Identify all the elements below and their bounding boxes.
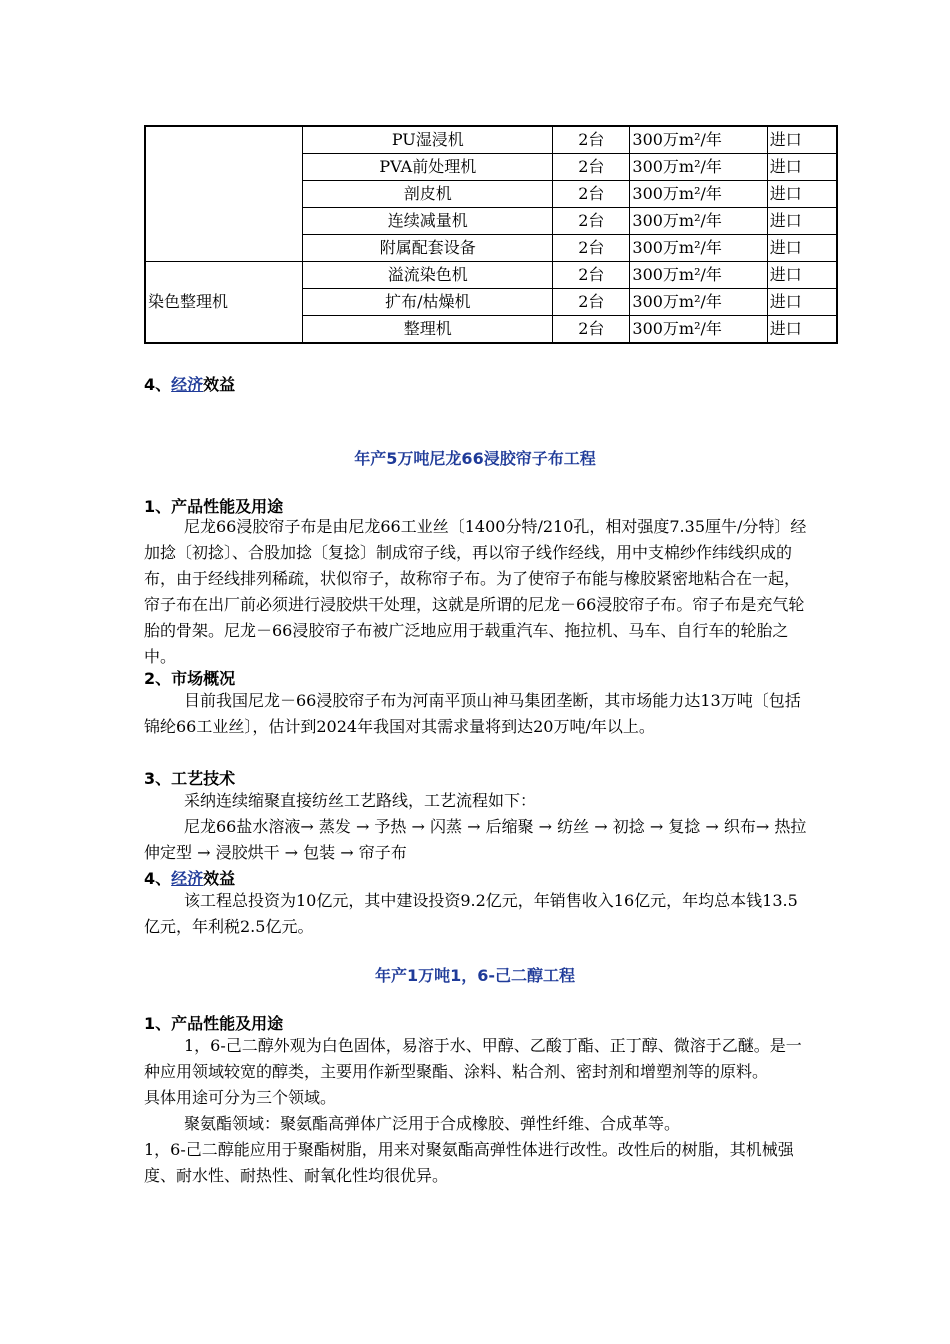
economic-benefit-heading-prev (144, 372, 235, 395)
origin-cell: 进口 (767, 208, 837, 235)
project1-title: 年产5万吨尼龙66浸胶帘子布工程 (354, 449, 596, 468)
equipment-name-cell: 连续减量机 (303, 208, 553, 235)
capacity-cell: 300万m²/年 (630, 154, 767, 181)
paragraph-text: 尼龙66浸胶帘子布是由尼龙66工业丝〔1400分特/210孔，相对强度7.35厘牛/分特〕经加捻〔初捻〕、合股加捻〔复捻〕制成帘子线，再以帘子线作经线，用中支棉纱作纬线织成的布，由于经线排列稀疏，状似帘子，故称帘子布。为了使帘子布能与橡胶紧密地粘合在一起，帘子布在出厂前必须进行浸胶烘干处理，这就是所谓的尼龙－66浸胶帘子布。帘子布是充气轮胎的骨架。尼龙－66浸胶帘子布被广泛地应用于载重汽车、拖拉机、马车、自行车的轮胎之中。 (144, 517, 807, 666)
equipment-name-cell: PU湿浸机 (303, 126, 553, 154)
origin-cell: 进口 (767, 126, 837, 154)
project1-heading-4 (144, 866, 235, 889)
capacity-cell: 300万m²/年 (630, 208, 767, 235)
capacity-cell: 300万m²/年 (630, 316, 767, 344)
table-row (145, 262, 837, 289)
project1-paragraph-3 (144, 788, 808, 866)
economy-link[interactable]: 经济 (171, 375, 204, 394)
equipment-name-cell: 溢流染色机 (303, 262, 553, 289)
origin-cell: 进口 (767, 181, 837, 208)
capacity-cell: 300万m²/年 (630, 235, 767, 262)
capacity-cell: 300万m²/年 (630, 289, 767, 316)
capacity-cell: 300万m²/年 (630, 181, 767, 208)
origin-cell: 进口 (767, 235, 837, 262)
project1-heading-1: 1、产品性能及用途 (144, 497, 284, 516)
equipment-name-cell: PVA前处理机 (303, 154, 553, 181)
group-cell: 染色整理机 (145, 262, 303, 344)
origin-cell: 进口 (767, 262, 837, 289)
equipment-name-cell: 整理机 (303, 316, 553, 344)
capacity-cell: 300万m²/年 (630, 262, 767, 289)
capacity-cell: 300万m²/年 (630, 126, 767, 154)
project1-paragraph-4 (144, 888, 808, 940)
equipment-table-body (145, 126, 837, 343)
quantity-cell: 2台 (553, 126, 630, 154)
paragraph-text: 1，6-己二醇能应用于聚酯树脂，用来对聚氨酯高弹性体进行改性。改性后的树脂，其机械强度、耐水性、耐热性、耐氧化性均很优异。 (144, 1140, 794, 1185)
project1-paragraph-2 (144, 688, 808, 740)
paragraph-text: 该工程总投资为10亿元，其中建设投资9.2亿元，年销售收入16亿元，年均总本钱13.5亿元，年利税2.5亿元。 (144, 891, 798, 936)
project2-paragraphs (144, 1033, 808, 1189)
quantity-cell: 2台 (553, 154, 630, 181)
heading-number: 4、 (144, 375, 172, 394)
economy-link[interactable]: 经济 (171, 869, 204, 888)
project2-heading-1: 1、产品性能及用途 (144, 1014, 284, 1033)
quantity-cell: 2台 (553, 235, 630, 262)
quantity-cell: 2台 (553, 262, 630, 289)
equipment-name-cell: 附属配套设备 (303, 235, 553, 262)
table-row (145, 126, 837, 154)
group-cell (145, 126, 303, 262)
quantity-cell: 2台 (553, 316, 630, 344)
quantity-cell: 2台 (553, 289, 630, 316)
paragraph-text: 具体用途可分为三个领域。 (144, 1088, 337, 1107)
paragraph-text: 聚氨酯领域：聚氨酯高弹体广泛用于合成橡胶、弹性纤维、合成革等。 (184, 1114, 681, 1133)
quantity-cell: 2台 (553, 181, 630, 208)
paragraph-text: 1，6-己二醇外观为白色固体，易溶于水、甲醇、乙酸丁酯、正丁醇、微溶于乙醚。是一种应用领域较宽的醇类，主要用作新型聚酯、涂料、粘合剂、密封剂和增塑剂等的原料。 (144, 1036, 802, 1081)
origin-cell: 进口 (767, 154, 837, 181)
heading-text: 效益 (203, 869, 236, 888)
heading-number: 4、 (144, 869, 172, 888)
project1-heading-3: 3、工艺技术 (144, 769, 236, 788)
paragraph-text: 采纳连续缩聚直接纺丝工艺路线，工艺流程如下： (184, 791, 537, 810)
paragraph-text: 目前我国尼龙－66浸胶帘子布为河南平顶山神马集团垄断，其市场能力达13万吨〔包括锦纶66工业丝〕，估计到2024年我国对其需求量将到达20万吨/年以上。 (144, 691, 801, 736)
project1-paragraph-1 (144, 514, 808, 670)
equipment-name-cell: 扩布/枯燥机 (303, 289, 553, 316)
process-flow-text: 尼龙66盐水溶液→ 蒸发 → 予热 → 闪蒸 → 后缩聚 → 纺丝 → 初捻 → 复捻 → 织布→ 热拉伸定型 → 浸胶烘干 → 包装 → 帘子布 (144, 817, 807, 862)
quantity-cell: 2台 (553, 208, 630, 235)
origin-cell: 进口 (767, 289, 837, 316)
origin-cell: 进口 (767, 316, 837, 344)
heading-text: 效益 (203, 375, 236, 394)
equipment-name-cell: 剖皮机 (303, 181, 553, 208)
equipment-table (144, 125, 838, 344)
project1-heading-2: 2、市场概况 (144, 669, 236, 688)
project2-title: 年产1万吨1，6-己二醇工程 (374, 966, 576, 985)
